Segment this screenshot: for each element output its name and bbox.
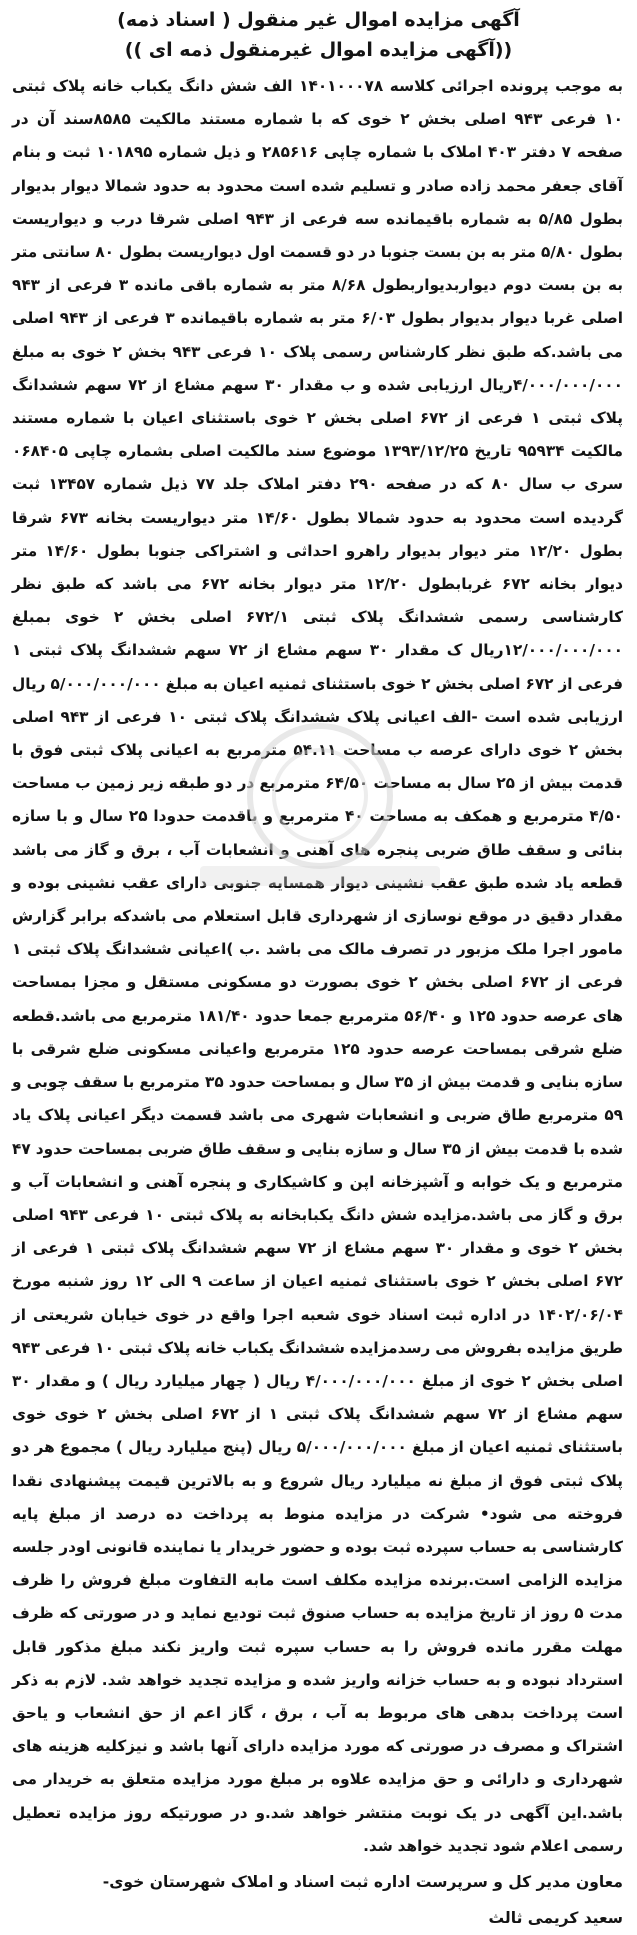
- notice-subtitle: ((آگهی مزایده اموال غیرمنقول ذمه ای )): [124, 39, 513, 61]
- notice-page: [10, 6, 627, 1927]
- signature-name: سعید کریمی ثالث: [488, 1908, 623, 1927]
- signature-title: معاون مدیر کل و سرپرست اداره ثبت اسناد و املاک شهرستان خوی-: [102, 1872, 623, 1891]
- notice-title: آگهی مزایده اموال غیر منقول ( اسناد ذمه): [117, 9, 520, 31]
- notice-body: به موجب پرونده اجرائی کلاسه ۱۴۰۱۰۰۰۷۸ الف شش دانگ یکباب خانه پلاک ثبتی ۱۰ فرعی ۹۴۳ اصلی بخش ۲ خوی که با شماره مستند مالکیت ۸۵۸۵سند آن در صفحه ۷ دفتر ۴۰۳ املاک با شماره چاپی ۲۸۵۶۱۶ و ذیل شماره ۱۰۱۸۹۵ ثبت و بنام آقای جعفر محمد زاده صادر و تسلیم شده است محدود به حدود شمالا دیوار بدیوار بطول ۵/۸۵ به شماره باقیمانده سه فرعی از ۹۴۳ اصلی شرقا درب و دیواریست بطول ۵/۸۰ متر به بن بست جنوبا در دو قسمت اول دیواریست بطول ۸۰ سانتی متر به بن بست دوم دیواربدیواربطول ۸/۶۸ متر به شماره باقی مانده ۳ فرعی از ۹۴۳ اصلی غربا دیوار بدیوار بطول ۶/۰۳ متر به شماره باقیمانده ۳ فرعی از ۹۴۳ اصلی می باشد.که طبق نظر کارشناس رسمی پلاک ۱۰ فرعی ۹۴۳ بخش ۲ خوی به مبلغ ۴/۰۰۰/۰۰۰/۰۰۰ریال ارزیابی شده و ب مقدار ۳۰ سهم مشاع از ۷۲ سهم ششدانگ پلاک ثبتی ۱ فرعی از ۶۷۲ اصلی بخش ۲ خوی باستثنای اعیان با شماره مستند مالکیت ۹۵۹۳۴ تاریخ ۱۳۹۳/۱۲/۲۵ موضوع سند مالکیت اصلی بشماره چاپی ۰۶۸۴۰۵ سری ب سال ۸۰ که در صفحه ۲۹۰ دفتر املاک جلد ۷۷ ذیل شماره ۱۳۴۵۷ ثبت گردیده است محدود به حدود شمالا بطول ۱۴/۶۰ متر دیواریست بخانه ۶۷۳ شرقا بطول ۱۲/۲۰ متر دیوار بدیوار راهرو احداثی و اشتراکی جنوبا بطول ۱۴/۶۰ متر دیوار بخانه ۶۷۲ غربابطول ۱۲/۲۰ متر دیوار بخانه ۶۷۲ می باشد که طبق نظر کارشناسی رسمی ششدانگ پلاک ثبتی ۶۷۲/۱ اصلی بخش ۲ خوی بمبلغ ۱۲/۰۰۰/۰۰۰/۰۰۰ریال ک مقدار ۳۰ سهم مشاع از ۷۲ سهم ششدانگ پلاک ثبتی ۱ فرعی از ۶۷۲ اصلی بخش ۲ خوی باستثنای ثمنیه اعیان به مبلغ ۵/۰۰۰/۰۰۰/۰۰۰ ریال ارزیابی شده است -الف اعیانی پلاک ششدانگ پلاک ثبتی ۱۰ فرعی از ۹۴۳ اصلی بخش ۲ خوی دارای عرصه ب مساحت ۵۴.۱۱ مترمربع به اعیانی پلاک ثبتی فوق با قدمت بیش از ۲۵ سال به مساحت ۶۴/۵۰ مترمربع در دو طبقه زیر زمین ب مساحت ۴/۵۰ مترمربع و همکف به مساحت ۴۰ مترمربع و باقدمت حدودا ۲۵ سال و با سازه بنائی و سقف طاق ضربی پنجره های آهنی و انشعابات آب ، برق و گاز می باشد قطعه یاد شده طبق عقب نشینی دیوار همسایه جنوبی دارای عقب نشینی بوده و مقدار دقیق در موقع نوسازی از شهرداری قابل استعلام می باشدکه برابر گزارش مامور اجرا ملک مزبور در تصرف مالک می باشد .ب )اعیانی ششدانگ پلاک ثبتی ۱ فرعی از ۶۷۲ اصلی بخش ۲ خوی بصورت دو مسکونی مستقل و مجزا بمساحت های عرصه حدود ۱۲۵ و ۵۶/۴۰ مترمربع جمعا حدود ۱۸۱/۴۰ مترمربع می باشد.قطعه ضلع شرقی بمساحت عرصه حدود ۱۲۵ مترمربع واعیانی مسکونی ضلع شرقی با سازه بنایی و قدمت بیش از ۳۵ سال و بمساحت حدود ۳۵ مترمربع با سقف چوبی و ۵۹ مترمربع طاق ضربی و انشعابات شهری می باشد قسمت دیگر اعیانی پلاک یاد شده با قدمت بیش از ۳۵ سال و سازه بنایی و سقف طاق ضربی بمساحت حدود ۴۷ مترمربع و یک خوابه و آشپزخانه اپن و کاشیکاری و پنجره آهنی و انشعابات آب و برق و گاز می باشد.مزایده شش دانگ یکبابخانه به پلاک ثبتی ۱۰ فرعی ۹۴۳ اصلی بخش ۲ خوی و مقدار ۳۰ سهم مشاع از ۷۲ سهم ششدانگ پلاک ثبتی ۱ فرعی از ۶۷۲ اصلی بخش ۲ خوی باستثنای ثمنیه اعیان از ساعت ۹ الی ۱۲ روز شنبه مورخ ۱۴۰۲/۰۶/۰۴ در اداره ثبت اسناد خوی شعبه اجرا واقع در خوی خیابان شریعتی از طریق مزایده بفروش می رسدمزایده ششدانگ یکباب خانه پلاک ثبتی ۱۰ فرعی ۹۴۳ اصلی بخش ۲ خوی از مبلغ ۴/۰۰۰/۰۰۰/۰۰۰ ریال ( چهار میلیارد ریال ) و مقدار ۳۰ سهم مشاع از ۷۲ سهم ششدانگ پلاک ثبتی ۱ از ۶۷۲ اصلی بخش ۲ خوی خوی باستثنای ثمنیه اعیان از مبلغ ۵/۰۰۰/۰۰۰/۰۰۰ ریال (پنج میلیارد ریال ) مجموع هر دو پلاک ثبتی فوق از مبلغ نه میلیارد ریال شروع و به بالاترین قیمت پیشنهادی نقدا فروخته می شود• شرکت در مزایده منوط به پرداخت ده درصد از مبلغ پایه کارشناسی به حساب سپرده ثبت بوده و حضور خریدار یا نماینده قانونی اودر جلسه مزایده الزامی است.برنده مزایده مکلف است مابه التفاوت مبلغ فروش را ظرف مدت ۵ روز از تاریخ مزایده به حساب صنوق ثبت تودیع نماید و در صورتی که ظرف مهلت مقرر مانده فروش را به حساب سپره ثبت واریز نکند مبلغ مذکور قابل استرداد نبوده و به حساب خزانه واریز شده و مزایده تجدید خواهد شد. لازم به ذکر است پرداخت بدهی های مربوط به آب ، برق ، گاز اعم از حق انشعاب و یاحق اشتراک و مصرف در صورتی که مورد مزایده دارای آنها باشد و نیزکلیه هزینه های شهرداری و دارائی و حق مزایده علاوه بر مبلغ مورد مزایده متعلق به خریدار می باشد.این آگهی در یک نوبت منتشر خواهد شد.و در صورتیکه روز مزایده تعطیل رسمی اعلام شود تجدید خواهد شد.: [12, 77, 624, 1855]
